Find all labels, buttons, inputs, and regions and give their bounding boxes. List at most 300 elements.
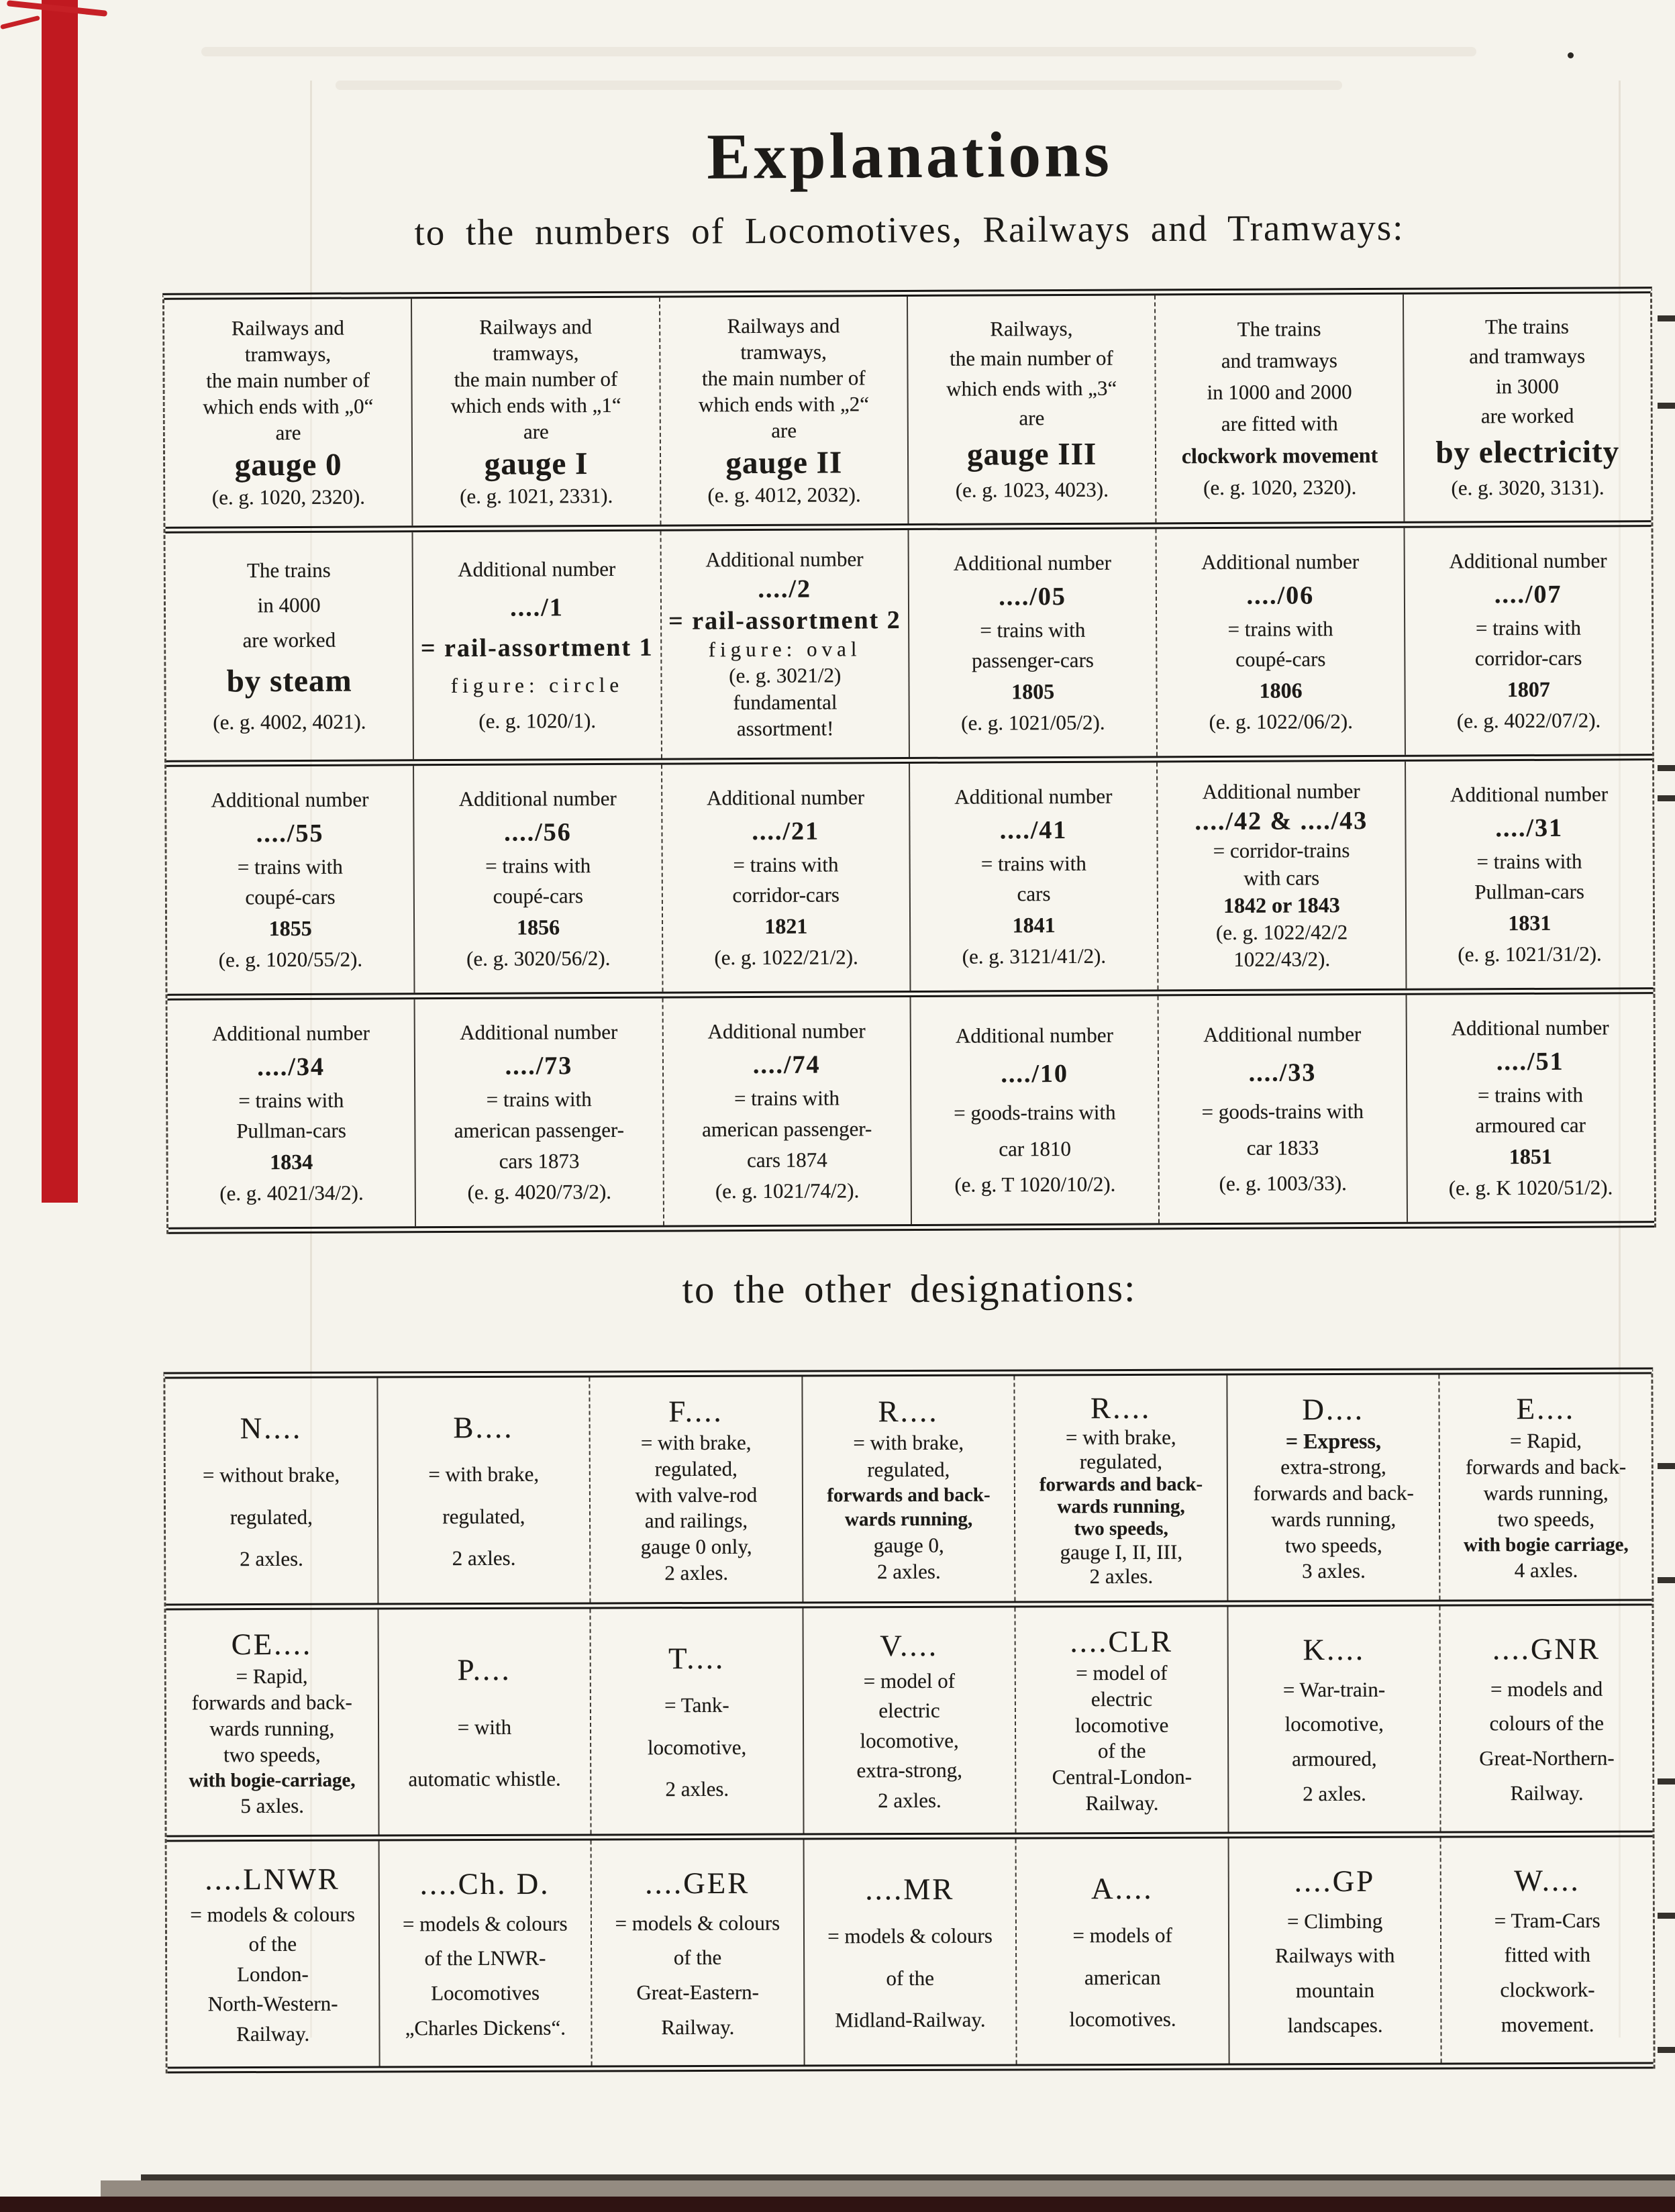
cell-line: = models & colours (827, 1923, 993, 1948)
cell-line: = rail-assortment 2 (668, 605, 901, 636)
cell-line: F.... (668, 1394, 723, 1428)
cell-line: the main number of (454, 366, 618, 391)
cell-line: = rail-assortment 1 (420, 633, 654, 663)
cell-line: Midland-Railway. (835, 2007, 986, 2031)
table-cell (1156, 295, 1405, 523)
table-cell (1406, 760, 1654, 989)
cell-line: Additional number (707, 1019, 866, 1044)
cell-line: Additional number (955, 1023, 1114, 1048)
cell-line: (e. g. 1023, 4023). (955, 477, 1109, 502)
cell-line: and tramways (1221, 348, 1337, 372)
cell-line: regulated, (230, 1505, 313, 1529)
cell-line: gauge III (966, 436, 1097, 472)
cell-line: = with brake, (1065, 1425, 1176, 1450)
cell-line: are worked (1480, 403, 1574, 428)
cell-line: Additional number (211, 1021, 370, 1046)
cell-line: Great-Eastern- (636, 1980, 759, 2005)
cell-line: landscapes. (1287, 2013, 1383, 2038)
table-cell (591, 1376, 804, 1602)
table-cell (378, 1609, 592, 1834)
table-cell (164, 299, 413, 527)
cell-line: colours of the (1489, 1711, 1605, 1736)
cell-line: = trains with (733, 852, 839, 876)
cell-line: = with (457, 1715, 512, 1739)
cell-line: ..../42 & ..../43 (1195, 807, 1368, 836)
cell-line: corridor-cars (732, 883, 840, 907)
cell-line: = model of (1076, 1660, 1168, 1685)
table-cell (804, 1839, 1017, 2064)
cell-line: ..../51 (1496, 1047, 1564, 1076)
table-row (166, 760, 1653, 1001)
table-cell (1407, 994, 1654, 1222)
page-edge-mark (1658, 315, 1675, 321)
table-row (165, 1374, 1652, 1610)
cell-line: 1831 (1508, 910, 1552, 936)
table-cell (908, 295, 1157, 523)
cell-line: (e. g. 3021/2) (729, 663, 842, 688)
cell-line: which ends with „0“ (203, 394, 374, 419)
page-edge-mark (1658, 403, 1675, 409)
cell-line: locomotive, (860, 1728, 959, 1752)
cell-line: Railways and (727, 313, 840, 338)
cell-line: gauge 0, (873, 1533, 944, 1557)
cell-line: (e. g. 1003/33). (1219, 1171, 1347, 1196)
cell-line: 2 axles. (240, 1546, 303, 1570)
cell-line: Pullman-cars (236, 1118, 346, 1143)
cell-line: fundamental (733, 689, 838, 714)
cell-line: 1806 (1259, 678, 1303, 703)
table-cell (803, 1376, 1016, 1601)
cell-line: 2 axles. (1089, 1564, 1154, 1589)
cell-line: figure: oval (708, 637, 862, 662)
page-edge-mark (1658, 1463, 1675, 1469)
cell-line: in 3000 (1495, 374, 1559, 398)
cell-line: fitted with (1504, 1943, 1591, 1967)
table-cell (1440, 1374, 1652, 1599)
cell-line: „Charles Dickens“. (405, 2015, 566, 2040)
cell-line: two speeds, (1074, 1517, 1168, 1540)
table-cell (415, 998, 664, 1226)
page-edge-mark (1658, 1913, 1675, 1919)
cell-line: = models & colours (402, 1911, 568, 1936)
cell-line: (e. g. 1021/31/2). (1458, 942, 1602, 966)
cell-line: 1855 (268, 915, 312, 941)
cell-line: = Tram-Cars (1494, 1908, 1601, 1932)
cell-line: = trains with (238, 1088, 344, 1112)
red-edge-mark (0, 15, 40, 30)
cell-line: = models & colours (190, 1902, 356, 1927)
cell-line: P.... (457, 1652, 511, 1687)
cell-line: with bogie-carriage, (189, 1768, 356, 1791)
cell-line: (e. g. 4022/07/2). (1456, 708, 1601, 733)
cell-line: are fitted with (1221, 411, 1338, 436)
table-cell (166, 766, 415, 994)
cell-line: Central-London- (1052, 1764, 1192, 1789)
cell-line: B.... (453, 1410, 514, 1445)
cell-line: 1834 (270, 1149, 313, 1174)
cell-line: ..../33 (1248, 1058, 1317, 1087)
cell-line: Additional number (706, 785, 865, 810)
cell-line: extra-strong, (1280, 1454, 1386, 1479)
cell-line: Additional number (458, 786, 617, 811)
table-cell (592, 1840, 805, 2065)
table-row (167, 1837, 1654, 2073)
cell-line: = with brake, (853, 1430, 964, 1455)
cell-line: Additional number (1201, 549, 1360, 574)
cell-line: 1842 or 1843 (1223, 892, 1340, 917)
cell-line: tramways, (493, 341, 579, 365)
cell-line: = trains with (237, 854, 343, 878)
table-cell (1157, 528, 1406, 756)
cell-line: R.... (878, 1394, 939, 1428)
page-edge-mark (1658, 1778, 1675, 1784)
cell-line: forwards and back- (1253, 1480, 1414, 1505)
cell-line: tramways, (244, 342, 332, 366)
cell-line: 2 axles. (452, 1546, 516, 1570)
cell-line: 1841 (1012, 913, 1056, 938)
cell-line: (e. g. 3020, 3131). (1451, 475, 1605, 500)
cell-line: are (523, 419, 549, 444)
cell-line: coupé-cars (245, 885, 336, 909)
cell-line: = goods-trains with (954, 1100, 1116, 1125)
table-cell (910, 762, 1159, 991)
cell-line: 2 axles. (665, 1776, 729, 1801)
cell-line: = model of (863, 1668, 956, 1693)
cell-line: mountain (1295, 1978, 1375, 2003)
cell-line: wards running, (844, 1508, 973, 1531)
cell-line: two speeds, (223, 1742, 321, 1767)
cell-line: ..../21 (752, 817, 820, 846)
cell-line: cars (1017, 882, 1051, 906)
cell-line: (e. g. 1020, 2320). (1203, 474, 1357, 499)
cell-line: with bogie carriage, (1464, 1534, 1629, 1556)
cell-line: which ends with „2“ (698, 392, 870, 417)
cell-line: Railway. (661, 2015, 735, 2040)
cell-line: Railways with (1275, 1944, 1395, 1968)
cell-line: = models and (1490, 1676, 1603, 1701)
cell-line: (e. g. 4021/34/2). (219, 1180, 364, 1205)
cell-line: ....MR (865, 1872, 955, 1907)
cell-line: wards running, (1057, 1495, 1185, 1518)
cell-line: of the (886, 1966, 935, 1990)
page-edge-mark (1658, 1577, 1675, 1583)
cell-line: ....LNWR (205, 1862, 340, 1897)
cell-line: forwards and back- (1039, 1473, 1203, 1496)
table-cell (660, 297, 909, 525)
cell-line: = trains with (1475, 615, 1582, 640)
cell-line: 2 axles. (877, 1788, 942, 1812)
scan-edge-band (0, 2197, 1675, 2212)
cell-line: cars 1874 (747, 1148, 827, 1172)
table-cell (1227, 1374, 1441, 1600)
cell-line: of the (1097, 1739, 1146, 1763)
cell-line: (e. g. 1022/06/2). (1209, 709, 1353, 734)
cell-line: = trains with (733, 1086, 840, 1111)
scan-edge-band (141, 2174, 1675, 2180)
cell-line: electric (1090, 1687, 1153, 1711)
cell-line: = Tank- (664, 1693, 729, 1717)
cell-line: which ends with „3“ (946, 376, 1117, 401)
cell-line: gauge II (725, 445, 843, 481)
table-cell (1405, 527, 1652, 755)
cell-line: of the LNWR- (424, 1946, 546, 1970)
cell-line: assortment! (736, 716, 834, 740)
cell-line: wards running, (209, 1716, 335, 1741)
cell-line: ..../06 (1246, 581, 1315, 610)
cell-line: = with brake, (428, 1462, 540, 1487)
cell-line: ....GP (1294, 1864, 1376, 1898)
table-cell (1158, 762, 1407, 990)
cell-line: locomotive, (647, 1735, 747, 1759)
cell-line: in 4000 (257, 593, 321, 617)
cell-line: 2 axles. (876, 1560, 941, 1584)
cell-line: two speeds, (1284, 1533, 1382, 1557)
cell-line: american (1084, 1965, 1161, 1989)
cell-line: and railings, (644, 1509, 748, 1533)
cell-line: D.... (1302, 1392, 1365, 1426)
cell-line: ..../55 (256, 819, 324, 848)
table-cell (166, 532, 415, 760)
cell-line: ..../07 (1494, 580, 1562, 609)
cell-line: = trains with (1477, 1083, 1584, 1107)
cell-line: = corridor-trains (1213, 838, 1350, 863)
page-subtitle: to the numbers of Locomotives, Railways and Tramways: (414, 206, 1405, 253)
table-cell (1015, 1375, 1229, 1601)
page-edge-mark (1658, 2047, 1675, 2053)
cell-line: Railway. (1085, 1791, 1159, 1815)
cell-line: ..../56 (504, 817, 572, 847)
cell-line: cars 1873 (499, 1149, 580, 1173)
cell-line: armoured car (1475, 1113, 1586, 1138)
cell-line: 5 axles. (240, 1793, 305, 1817)
table-cell (378, 1377, 591, 1603)
cell-line: ....GER (645, 1866, 750, 1900)
cell-line: forwards and back- (1465, 1454, 1627, 1479)
table-cell (663, 997, 912, 1225)
cell-line: K.... (1303, 1632, 1366, 1666)
cell-line: (e. g. 1020/1). (478, 708, 597, 733)
section-heading: to the other designations: (682, 1265, 1137, 1312)
cell-line: ..../05 (999, 582, 1066, 611)
cell-line: car 1810 (999, 1136, 1072, 1160)
cell-line: ..../74 (752, 1050, 821, 1079)
cell-line: Railway. (1510, 1780, 1584, 1805)
cell-line: (e. g. 4002, 4021). (213, 709, 366, 734)
table-cell (414, 764, 663, 993)
cell-line: ..../2 (758, 574, 812, 603)
cell-line: locomotive, (1284, 1712, 1384, 1736)
table-cell (1404, 293, 1652, 521)
cell-line: forwards and back- (191, 1690, 352, 1714)
cell-line: = models of (1072, 1923, 1172, 1948)
table-cell (168, 999, 417, 1227)
cell-line: forwards and back- (827, 1483, 991, 1506)
page-title: Explanations (706, 118, 1113, 193)
cell-line: Additional number (1451, 1015, 1609, 1040)
cell-line: are (771, 418, 797, 442)
cell-line: London- (237, 1962, 309, 1986)
page-content (164, 0, 1654, 2071)
cell-line: = models & colours (615, 1911, 780, 1935)
cell-line: CE.... (231, 1627, 313, 1662)
cell-line: are worked (242, 627, 336, 652)
cell-line: 4 axles. (1514, 1558, 1578, 1582)
cell-line: american passenger- (701, 1117, 872, 1142)
table-cell (1017, 1838, 1230, 2064)
cell-line: = Climbing (1286, 1909, 1383, 1933)
cell-line: Additional number (954, 784, 1113, 809)
cell-line: regulated, (654, 1456, 738, 1480)
cell-line: = Rapid, (236, 1664, 308, 1688)
cell-line: are (275, 420, 301, 444)
cell-line: gauge I (484, 446, 589, 482)
cell-line: ..../1 (510, 593, 564, 622)
cell-line: coupé-cars (1235, 647, 1326, 672)
table-cell (911, 996, 1160, 1224)
table-cell (1016, 1607, 1229, 1832)
cell-line: electric (878, 1698, 940, 1723)
table-row (164, 293, 1651, 534)
cell-line: Additional number (1450, 782, 1609, 807)
cell-line: and tramways (1469, 344, 1586, 368)
cell-line: gauge I, II, III, (1060, 1540, 1183, 1564)
table-row (166, 1605, 1652, 1842)
cell-line: wards running, (1483, 1480, 1609, 1505)
table-cell (1229, 1838, 1442, 2063)
cell-line: (e. g. 1022/42/2 (1215, 919, 1348, 944)
cell-line: = Express, (1285, 1428, 1381, 1453)
cell-line: (e. g. 1020/55/2). (218, 947, 363, 972)
cell-line: wards running, (1271, 1507, 1397, 1531)
cell-line: figure: circle (450, 673, 624, 698)
cell-line: extra-strong, (856, 1758, 963, 1782)
table-cell (803, 1607, 1017, 1833)
cell-line: = Rapid, (1509, 1428, 1582, 1452)
cell-line: R.... (1090, 1391, 1152, 1425)
cell-line: which ends with „1“ (450, 393, 621, 417)
cell-line: Locomotives (431, 1980, 540, 2005)
cell-line: regulated, (442, 1504, 525, 1528)
cell-line: are (1019, 406, 1045, 430)
red-page-edge (42, 0, 78, 1203)
cell-line: = goods-trains with (1201, 1099, 1364, 1123)
cell-line: movement. (1501, 2012, 1594, 2037)
cell-line: (e. g. 4020/73/2). (467, 1179, 612, 1204)
cell-line: the main number of (206, 368, 370, 393)
cell-line: clockwork movement (1181, 442, 1378, 468)
cell-line: (e. g. 1021, 2331). (460, 483, 613, 508)
table-cell (662, 764, 911, 992)
cell-line: ..../34 (257, 1052, 325, 1081)
table-cell (413, 531, 662, 759)
cell-line: Additional number (705, 547, 864, 572)
cell-line: regulated, (867, 1457, 950, 1481)
cell-line: 1807 (1507, 676, 1550, 702)
table-cell (1441, 1605, 1653, 1831)
cell-line: = trains with (980, 617, 1086, 642)
page-edge-mark (1658, 765, 1675, 771)
number-explanations-table (162, 287, 1656, 1234)
cell-line: E.... (1516, 1392, 1576, 1426)
cell-line: (e. g. T 1020/10/2). (954, 1172, 1116, 1197)
cell-line: (e. g. 1020, 2320). (211, 485, 366, 509)
table-row (166, 527, 1652, 767)
cell-line: Additional number (460, 1019, 618, 1044)
cell-line: Railway. (236, 2021, 310, 2046)
cell-line: locomotive (1074, 1713, 1169, 1737)
table-cell (909, 529, 1158, 757)
cell-line: A.... (1091, 1871, 1154, 1906)
cell-line: Additional number (953, 550, 1111, 575)
cell-line: (e. g. 3121/41/2). (962, 944, 1107, 968)
cell-line: american passenger- (454, 1117, 625, 1142)
cell-line: ....GNR (1492, 1631, 1601, 1666)
designation-explanations-table (163, 1367, 1655, 2073)
cell-line: 2 axles. (664, 1560, 729, 1585)
cell-line: car 1833 (1246, 1135, 1319, 1160)
cell-line: 1856 (516, 915, 560, 940)
scan-edge-band (101, 2180, 1675, 2197)
cell-line: Pullman-cars (1474, 879, 1585, 904)
cell-line: 1805 (1011, 679, 1055, 704)
cell-line: = trains with (980, 851, 1086, 875)
cell-line: (e. g. 1022/21/2). (714, 945, 858, 970)
cell-line: the main number of (950, 346, 1113, 370)
cell-line: = trains with (1476, 849, 1582, 873)
cell-line: = trains with (1227, 616, 1333, 641)
cell-line: Additional number (211, 787, 369, 812)
cell-line: gauge 0 (234, 447, 342, 483)
cell-line: armoured, (1292, 1746, 1377, 1771)
cell-line: coupé-cars (493, 884, 584, 908)
cell-line: Additional number (1202, 779, 1360, 804)
cell-line: of the (248, 1932, 297, 1956)
cell-line: 2 axles. (1303, 1781, 1366, 1806)
cell-line: = without brake, (202, 1462, 340, 1487)
cell-line: Railways, (990, 316, 1073, 340)
cell-line: The trains (246, 558, 331, 583)
cell-line: locomotives. (1069, 2007, 1176, 2031)
cell-line: = trains with (485, 853, 591, 878)
cell-line: ....CLR (1070, 1624, 1174, 1658)
cell-line: with valve-rod (635, 1482, 758, 1507)
cell-line: The trains (1237, 317, 1321, 341)
cell-line: ..../73 (505, 1052, 573, 1080)
cell-line: automatic whistle. (408, 1766, 561, 1791)
cell-line: the main number of (701, 366, 866, 391)
table-cell (165, 1378, 378, 1603)
cell-line: (e. g. K 1020/51/2). (1448, 1175, 1613, 1200)
cell-line: ..../31 (1495, 813, 1564, 842)
cell-line: Great-Northern- (1479, 1746, 1615, 1770)
cell-line: two speeds, (1497, 1507, 1595, 1531)
cell-line: ..../10 (1001, 1060, 1069, 1089)
cell-line: Additional number (1203, 1021, 1362, 1046)
cell-line: Railways and (231, 315, 344, 340)
table-cell (1159, 995, 1408, 1223)
cell-line: corridor-cars (1474, 646, 1582, 670)
cell-line: 3 axles. (1302, 1558, 1366, 1583)
table-cell (1228, 1606, 1441, 1831)
cell-line: 1022/43/2). (1233, 947, 1331, 971)
cell-line: in 1000 and 2000 (1207, 379, 1352, 404)
cell-line: (e. g. 1021/05/2). (961, 710, 1105, 735)
cell-line: passenger-cars (971, 648, 1094, 672)
cell-line: North-Western- (207, 1991, 338, 2016)
cell-line: (e. g. 4012, 2032). (707, 483, 861, 507)
cell-line: of the (673, 1946, 722, 1970)
table-row (168, 994, 1654, 1234)
